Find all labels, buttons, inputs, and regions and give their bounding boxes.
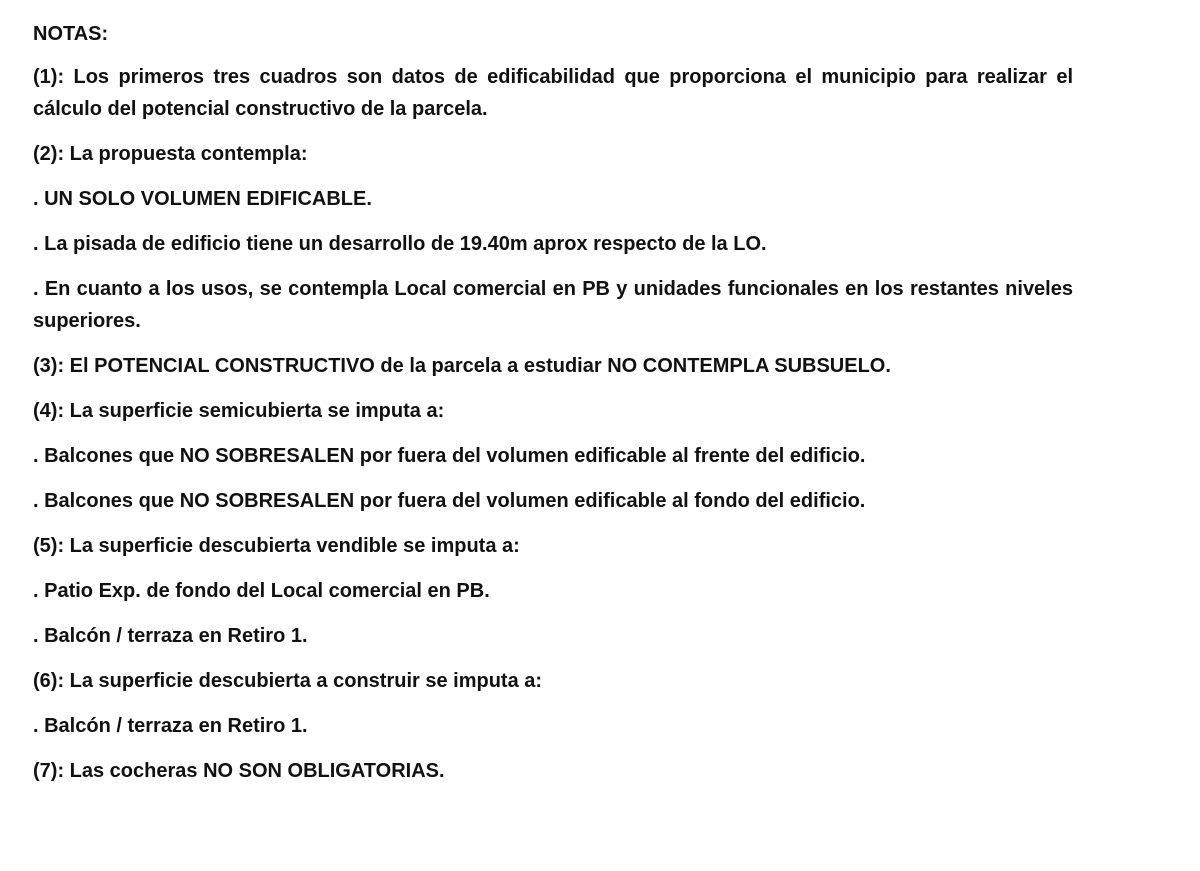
note-4-item-2: . Balcones que NO SOBRESALEN por fuera del volumen edificable al fondo del edificio.: [33, 490, 866, 512]
note-2-item-2: . La pisada de edificio tiene un desarrollo de 19.40m aprox respecto de la LO.: [33, 233, 767, 255]
note-3: (3): El POTENCIAL CONSTRUCTIVO de la parcela a estudiar NO CONTEMPLA SUBSUELO.: [33, 355, 891, 377]
notes-document: [33, 18, 1073, 800]
note-5: (5): La superficie descubierta vendible se imputa a:: [33, 535, 520, 557]
note-4: (4): La superficie semicubierta se imputa a:: [33, 400, 445, 422]
note-5-item-1: . Patio Exp. de fondo del Local comercial en PB.: [33, 580, 490, 602]
note-6-item-1: . Balcón / terraza en Retiro 1.: [33, 715, 308, 737]
note-4-item-1: . Balcones que NO SOBRESALEN por fuera del volumen edificable al frente del edificio.: [33, 445, 866, 467]
note-2-item-3: . En cuanto a los usos, se contempla Local comercial en PB y unidades funcionales en los restantes niveles superiores.: [33, 278, 1073, 332]
note-7: (7): Las cocheras NO SON OBLIGATORIAS.: [33, 760, 445, 782]
note-1: (1): Los primeros tres cuadros son datos de edificabilidad que proporciona el municipio para realizar el cálculo del potencial constructivo de la parcela.: [33, 66, 1073, 120]
note-6: (6): La superficie descubierta a construir se imputa a:: [33, 670, 543, 692]
notes-title: NOTAS:: [33, 23, 109, 45]
note-2: (2): La propuesta contempla:: [33, 143, 308, 165]
note-5-item-2: . Balcón / terraza en Retiro 1.: [33, 625, 308, 647]
note-2-item-1: . UN SOLO VOLUMEN EDIFICABLE.: [33, 188, 372, 210]
